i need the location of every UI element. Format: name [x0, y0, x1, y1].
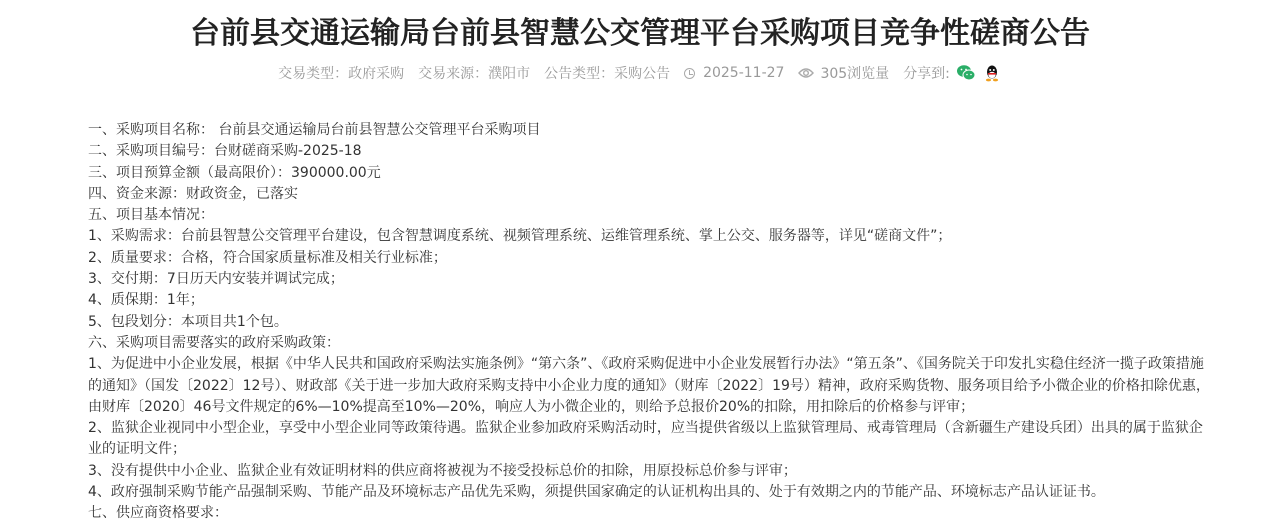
- view-count: 305浏览量: [820, 66, 890, 82]
- clock-icon: [684, 68, 695, 79]
- meta-bar: [0, 62, 1280, 84]
- views-group: [798, 63, 889, 83]
- share-label: 分享到:: [903, 66, 950, 82]
- notice-type: 公告类型：采购公告: [544, 66, 671, 82]
- qq-icon[interactable]: [982, 63, 1002, 83]
- publish-date-group: [684, 65, 784, 81]
- paragraph: 六、采购项目需要落实的政府采购政策：: [88, 334, 340, 351]
- trade-type: 交易类型：政府采购: [278, 66, 405, 82]
- publish-date: 2025-11-27: [703, 65, 785, 81]
- share-group: [903, 63, 1002, 83]
- paragraph: 五、项目基本情况：: [88, 207, 214, 224]
- paragraph: 1、采购需求：台前县智慧公交管理平台建设，包含智慧调度系统、视频管理系统、运维管理系统、掌上公交、服务器等，详见“磋商文件”；: [88, 228, 952, 245]
- paragraph: 4、政府强制采购节能产品强制采购、节能产品及环境标志产品优先采购，须提供国家确定的认证机构出具的、处于有效期之内的节能产品、环境标志产品认证证书。: [88, 484, 1105, 501]
- paragraph: 3、没有提供中小企业、监狱企业有效证明材料的供应商将被视为不接受投标总价的扣除，用原投标总价参与评审；: [88, 462, 797, 479]
- paragraph: 一、采购项目名称： 台前县交通运输局台前县智慧公交管理平台采购项目: [88, 122, 541, 138]
- paragraph: 三、项目预算金额（最高限价）：390000.00元: [88, 164, 381, 181]
- notice-body: [88, 120, 1210, 525]
- paragraph: 5、包段划分：本项目共1个包。: [88, 313, 288, 330]
- paragraph: 二、采购项目编号：台财磋商采购-2025-18: [88, 143, 362, 160]
- paragraph: 3、交付期：7日历天内安装并调试完成；: [88, 271, 344, 288]
- page-title: 台前县交通运输局台前县智慧公交管理平台采购项目竞争性磋商公告: [190, 16, 1090, 51]
- paragraph: 2、监狱企业视同中小型企业，享受中小型企业同等政策待遇。监狱企业参加政府采购活动时，应当提供省级以上监狱管理局、戒毒管理局（含新疆生产建设兵团）出具的属于监狱企业的证明文件；: [88, 420, 1203, 458]
- trade-source: 交易来源：濮阳市: [418, 66, 531, 82]
- eye-icon: [798, 67, 814, 79]
- paragraph: 1、为促进中小企业发展，根据《中华人民共和国政府采购法实施条例》“第六条”、《政府采购促进中小企业发展暂行办法》“第五条”、《国务院关于印发扎实稳住经济一揽子政策措施的通知》（国发〔2022〕12号）、财政部《关于进一步加大政府采购支持中小企业力度的通知》（财库〔2022〕19号）精神，政府采购货物、服务项目给予小微企业的价格扣除优惠，由财库〔2020〕46号文件规定的6%—10%提高至10%—20%，响应人为小微企业的，则给予总报价20%的扣除，用扣除后的价格参与评审；: [88, 356, 1210, 415]
- paragraph: 七、供应商资格要求：: [88, 505, 228, 522]
- paragraph: 4、质保期：1年；: [88, 292, 204, 309]
- paragraph: 四、资金来源：财政资金，已落实: [88, 185, 298, 202]
- paragraph: 2、质量要求：合格，符合国家质量标准及相关行业标准；: [88, 249, 447, 266]
- wechat-icon[interactable]: [956, 63, 976, 83]
